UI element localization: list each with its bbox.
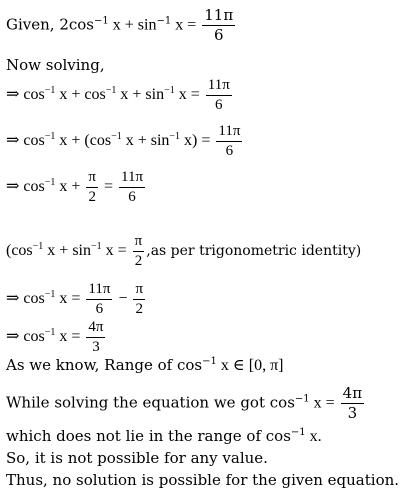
range-text: As we know, Range of cos [6,356,203,374]
given-prefix: Given, 2cos [6,15,95,34]
implies-arrow: ⇒ [6,86,24,104]
now-solving-text: Now solving, [6,56,105,74]
fraction [86,320,105,355]
fraction-denominator: 2 [134,253,143,269]
fraction-numerator: 11π [206,78,232,96]
math-text: x = [309,394,339,412]
fraction-numerator: 11π [119,170,145,188]
while-solving-text: While solving the equation we got cos [6,393,295,412]
fraction-denominator: 6 [215,97,223,113]
fraction-denominator: 2 [88,189,96,205]
range-line [6,356,283,375]
fraction-denominator: 6 [128,189,136,205]
fraction [86,282,112,317]
conclusion-text: Thus, no solution is possible for the given equation. [6,471,400,489]
math-text: x = [55,290,85,308]
fraction-numerator: π [86,170,98,188]
math-text: x ∈ [0, π] [216,357,284,374]
math-text: x + sin [121,132,170,150]
math-text: x = [55,328,85,346]
math-text: x + sin [43,242,91,260]
not-possible-line [6,449,268,467]
fraction [206,78,232,113]
step-2-line [6,124,244,159]
math-text: = [99,178,118,196]
math-text: cos [23,132,45,150]
exponent: −1 [44,85,56,97]
not-possible-text: So, it is not possible for any value. [6,449,268,467]
math-text: x + [55,178,85,196]
math-text: x + sin [108,16,157,34]
implies-arrow: ⇒ [6,290,24,308]
fraction [133,234,145,269]
conclusion-line [6,471,399,489]
fraction [341,386,364,421]
fraction-numerator: 4π [86,320,105,338]
fraction [216,124,242,159]
fraction-numerator: 11π [86,282,112,300]
math-text: x + cos [55,86,106,104]
implies-arrow: ⇒ [6,178,24,196]
fraction-numerator: π [133,234,145,252]
while-solving-line [6,386,366,421]
exponent: −1 [169,131,181,143]
exponent: −1 [44,131,56,143]
exponent: −1 [44,177,56,189]
exponent: −1 [94,15,109,27]
math-text: (cos [6,242,33,260]
implies-arrow: ⇒ [6,328,24,346]
exponent: −1 [290,427,306,438]
result-line [6,320,107,355]
exponent: −1 [44,289,56,301]
exponent: −1 [105,85,117,97]
step-3-line [6,170,147,205]
math-text: cos [23,328,45,346]
fraction [202,8,235,43]
exponent: −1 [91,241,102,253]
step-4-line [6,282,147,317]
math-text: x = [171,16,201,34]
identity-note: ,as per trigonometric identity) [146,243,362,260]
now-solving-line [6,56,105,74]
exponent: −1 [164,85,175,97]
exponent: −1 [111,131,122,143]
step-1-line [6,78,234,113]
fraction-denominator: 2 [135,301,143,317]
fraction-numerator: 4π [342,384,363,402]
not-in-range-line [6,427,322,446]
implies-arrow: ⇒ [6,132,24,150]
given-equation-line [6,8,237,43]
math-text: x + sin [116,86,165,104]
math-text: cos [23,178,45,196]
exponent: −1 [294,393,310,405]
identity-line [6,234,361,269]
exponent: −1 [44,327,56,339]
exponent: −1 [202,356,217,367]
fraction-denominator: 6 [225,143,234,159]
fraction-denominator: 6 [213,26,224,44]
math-text: x + (cos [55,132,112,150]
math-text: x) = [180,132,215,150]
math-text: x = [101,242,131,260]
exponent: −1 [156,15,172,27]
fraction-numerator: π [133,282,145,300]
fraction-numerator: 11π [216,124,242,142]
fraction [86,170,98,205]
math-text: cos [23,86,45,104]
math-text: − [114,290,132,308]
math-text: x. [305,428,322,445]
math-text: x = [174,86,204,104]
fraction [133,282,145,317]
fraction-denominator: 3 [92,339,100,355]
fraction-denominator: 3 [347,404,358,422]
fraction [119,170,145,205]
math-text: cos [23,290,45,308]
exponent: −1 [32,241,44,253]
fraction-numerator: 11π [204,6,234,24]
fraction-denominator: 6 [95,301,104,317]
not-in-range-text: which does not lie in the range of cos [6,427,291,445]
